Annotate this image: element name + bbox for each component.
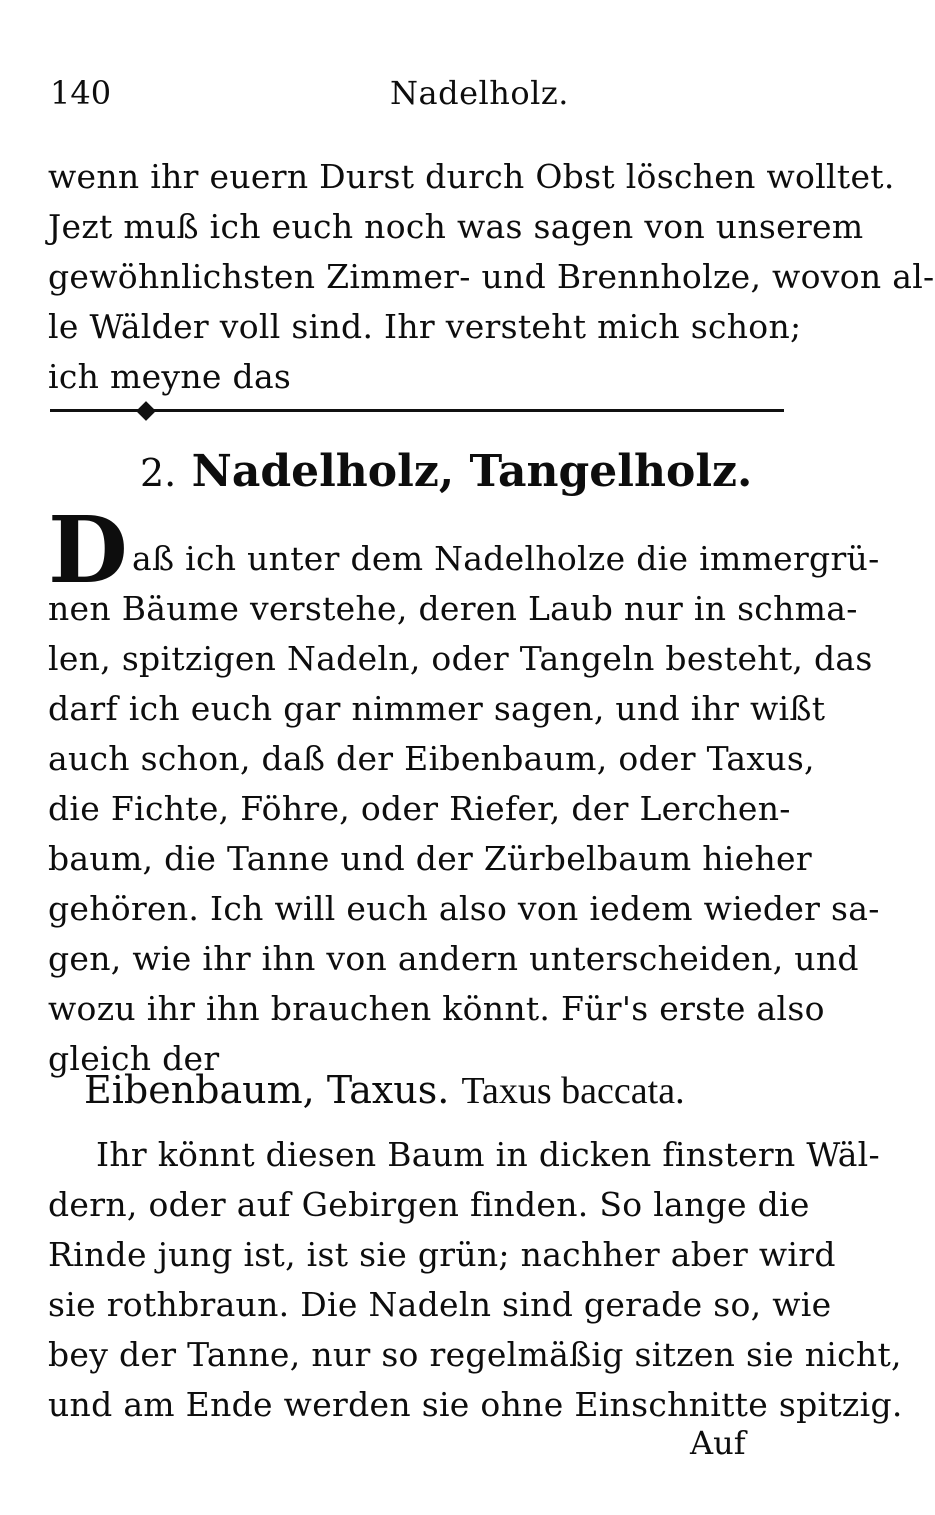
text-line: wenn ihr euern Durst durch Obst löschen wolltet. — [48, 157, 895, 196]
text-line: sie rothbraun. Die Nadeln sind gerade so, wie — [48, 1285, 832, 1324]
text-line: dern, oder auf Gebirgen finden. So lange die — [48, 1185, 810, 1224]
section-heading — [140, 440, 753, 505]
body-paragraph-1 — [48, 584, 880, 1084]
catchword: Auf — [690, 1424, 746, 1462]
section-title: Nadelholz, Tangelholz. — [191, 446, 753, 497]
text-line: die Fichte, Föhre, oder Riefer, der Lerchen- — [48, 789, 791, 828]
text-line: bey der Tanne, nur so regelmäßig sitzen sie nicht, — [48, 1335, 902, 1374]
text-line: gleich der — [48, 1039, 220, 1078]
subheading-latin: Taxus baccata. — [461, 1070, 685, 1112]
text-line: nen Bäume verstehe, deren Laub nur in schma- — [48, 589, 858, 628]
text-line: Jezt muß ich euch noch was sagen von unserem — [48, 207, 864, 246]
text-line: gewöhnlichsten Zimmer- und Brennholze, wovon al- — [48, 257, 935, 296]
text-line: aß ich unter dem Nadelholze die immergrü- — [132, 539, 880, 578]
text-line: Ihr könnt diesen Baum in dicken finstern Wäl- — [96, 1135, 880, 1174]
text-line: ich meyne das — [48, 357, 292, 396]
body-paragraph-2 — [48, 1130, 903, 1430]
text-line: und am Ende werden sie ohne Einschnitte spitzig. — [48, 1385, 903, 1424]
text-line: gehören. Ich will euch also von iedem wieder sa- — [48, 889, 880, 928]
running-head: Nadelholz. — [390, 74, 569, 112]
text-line: gen, wie ihr ihn von andern unterscheiden, und — [48, 939, 859, 978]
drop-cap: D — [48, 496, 128, 604]
text-line: Rinde jung ist, ist sie grün; nachher aber wird — [48, 1235, 836, 1274]
page-number: 140 — [50, 74, 112, 112]
page-header — [50, 68, 790, 118]
text-line: darf ich euch gar nimmer sagen, und ihr wißt — [48, 689, 826, 728]
subsection-heading — [84, 1062, 764, 1119]
intro-paragraph — [48, 152, 935, 402]
divider-rule — [50, 409, 784, 412]
text-line: wozu ihr ihn brauchen könnt. Für's erste also — [48, 989, 825, 1028]
divider-ornament-icon — [136, 401, 156, 421]
text-line: baum, die Tanne und der Zürbelbaum hieher — [48, 839, 812, 878]
subheading-german: Eibenbaum, Taxus. — [84, 1068, 450, 1112]
ornamental-divider — [50, 404, 784, 418]
text-line: len, spitzigen Nadeln, oder Tangeln besteht, das — [48, 639, 873, 678]
section-number: 2. — [140, 451, 177, 495]
paragraph-first-line — [132, 534, 880, 584]
text-line: le Wälder voll sind. Ihr versteht mich schon; — [48, 307, 802, 346]
text-line: auch schon, daß der Eibenbaum, oder Taxus, — [48, 739, 815, 778]
